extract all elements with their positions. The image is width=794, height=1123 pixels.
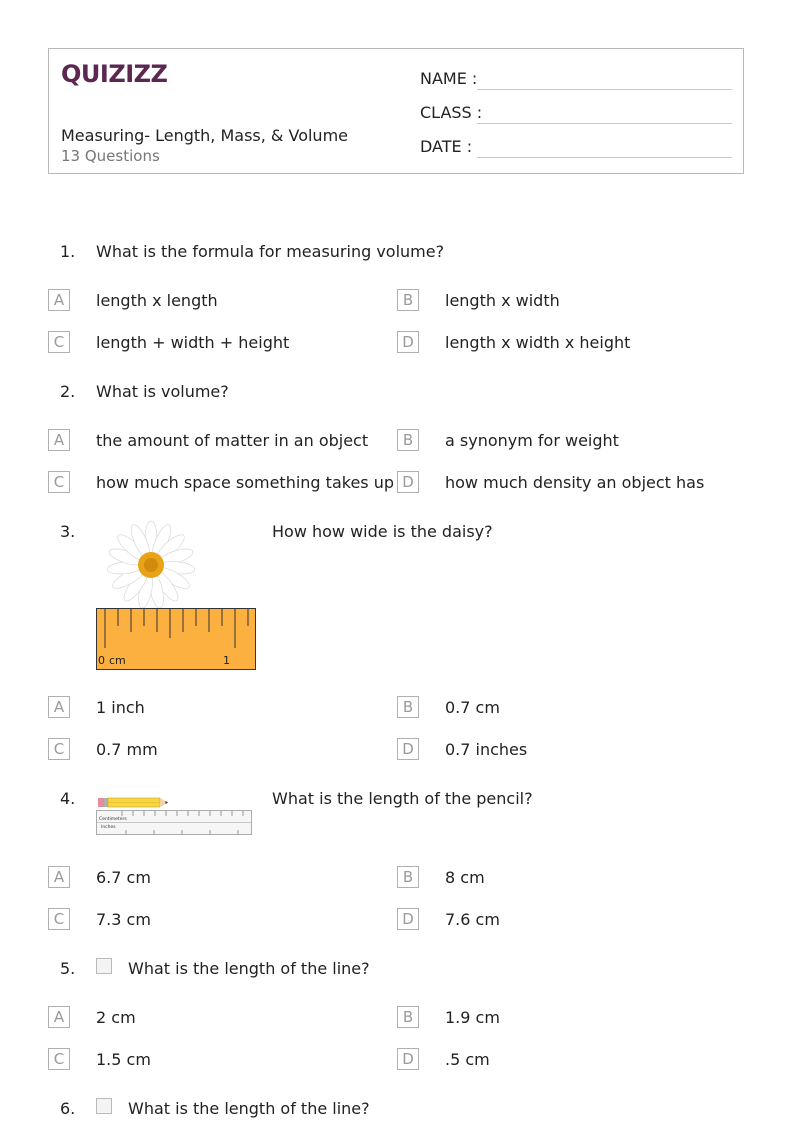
option-letter-box[interactable]: A: [48, 289, 70, 311]
ruler-icon: [97, 609, 256, 670]
option-letter-box[interactable]: D: [397, 471, 419, 493]
svg-text:Inches: Inches: [101, 825, 116, 830]
option-text[interactable]: 6.7 cm: [96, 868, 151, 887]
broken-image-icon: [96, 958, 112, 974]
pencil-ruler-image: [96, 790, 254, 842]
question-count: 13 Questions: [61, 147, 160, 165]
option-text[interactable]: how much space something takes up: [96, 473, 395, 492]
option-text[interactable]: length + width + height: [96, 333, 290, 352]
name-label: NAME :: [420, 69, 478, 88]
date-label: DATE :: [420, 137, 473, 156]
question-text: What is volume?: [96, 382, 229, 401]
option-text[interactable]: length x length: [96, 291, 218, 310]
worksheet-header: [48, 48, 744, 174]
svg-text:Centimeters: Centimeters: [99, 817, 127, 822]
question-number: 6.: [60, 1099, 76, 1118]
option-text[interactable]: 1 inch: [96, 698, 145, 717]
option-letter-box[interactable]: D: [397, 331, 419, 353]
option-text[interactable]: .5 cm: [445, 1050, 490, 1069]
class-label: CLASS :: [420, 103, 483, 122]
daisy-ruler-image: [96, 518, 258, 677]
option-text[interactable]: 8 cm: [445, 868, 485, 887]
question-number: 2.: [60, 382, 76, 401]
option-letter-box[interactable]: C: [48, 1048, 70, 1070]
option-text[interactable]: 7.6 cm: [445, 910, 500, 929]
daisy-icon: [107, 521, 196, 609]
option-letter-box[interactable]: D: [397, 1048, 419, 1070]
option-text[interactable]: a synonym for weight: [445, 431, 619, 450]
option-letter-box[interactable]: A: [48, 429, 70, 451]
question-text: How how wide is the daisy?: [272, 522, 493, 541]
option-letter-box[interactable]: C: [48, 908, 70, 930]
option-text[interactable]: 1.9 cm: [445, 1008, 500, 1027]
option-text[interactable]: how much density an object has: [445, 473, 705, 492]
svg-text:1: 1: [223, 654, 230, 667]
option-text[interactable]: 0.7 mm: [96, 740, 158, 759]
question-text: What is the length of the line?: [128, 959, 370, 978]
option-letter-box[interactable]: A: [48, 696, 70, 718]
option-text[interactable]: the amount of matter in an object: [96, 431, 369, 450]
svg-text:0: 0: [98, 654, 105, 667]
question-text: What is the length of the pencil?: [272, 789, 533, 808]
option-letter-box[interactable]: C: [48, 471, 70, 493]
svg-text:QUIZIZZ: QUIZIZZ: [61, 60, 168, 88]
question-number: 3.: [60, 522, 76, 541]
svg-text:cm: cm: [109, 654, 126, 667]
question-text: What is the formula for measuring volume?: [96, 242, 445, 261]
option-text[interactable]: length x width x height: [445, 333, 631, 352]
option-text[interactable]: 7.3 cm: [96, 910, 151, 929]
option-letter-box[interactable]: B: [397, 429, 419, 451]
option-text[interactable]: 0.7 inches: [445, 740, 528, 759]
option-letter-box[interactable]: C: [48, 331, 70, 353]
option-letter-box[interactable]: B: [397, 289, 419, 311]
ruler-icon: [97, 811, 252, 835]
quizizz-logo: [61, 59, 181, 89]
name-line[interactable]: [477, 89, 732, 90]
broken-image-icon: [96, 1098, 112, 1114]
question-number: 4.: [60, 789, 76, 808]
option-letter-box[interactable]: D: [397, 908, 419, 930]
option-text[interactable]: length x width: [445, 291, 560, 310]
question-text: What is the length of the line?: [128, 1099, 370, 1118]
question-number: 5.: [60, 959, 76, 978]
option-text[interactable]: 2 cm: [96, 1008, 136, 1027]
option-text[interactable]: 0.7 cm: [445, 698, 500, 717]
option-letter-box[interactable]: B: [397, 1006, 419, 1028]
worksheet-title: Measuring- Length, Mass, & Volume: [61, 126, 348, 145]
option-letter-box[interactable]: D: [397, 738, 419, 760]
option-letter-box[interactable]: C: [48, 738, 70, 760]
option-letter-box[interactable]: A: [48, 866, 70, 888]
option-letter-box[interactable]: A: [48, 1006, 70, 1028]
date-line[interactable]: [477, 157, 732, 158]
option-text[interactable]: 1.5 cm: [96, 1050, 151, 1069]
option-letter-box[interactable]: B: [397, 696, 419, 718]
question-number: 1.: [60, 242, 76, 261]
class-line[interactable]: [477, 123, 732, 124]
pencil-icon: [98, 798, 168, 807]
option-letter-box[interactable]: B: [397, 866, 419, 888]
